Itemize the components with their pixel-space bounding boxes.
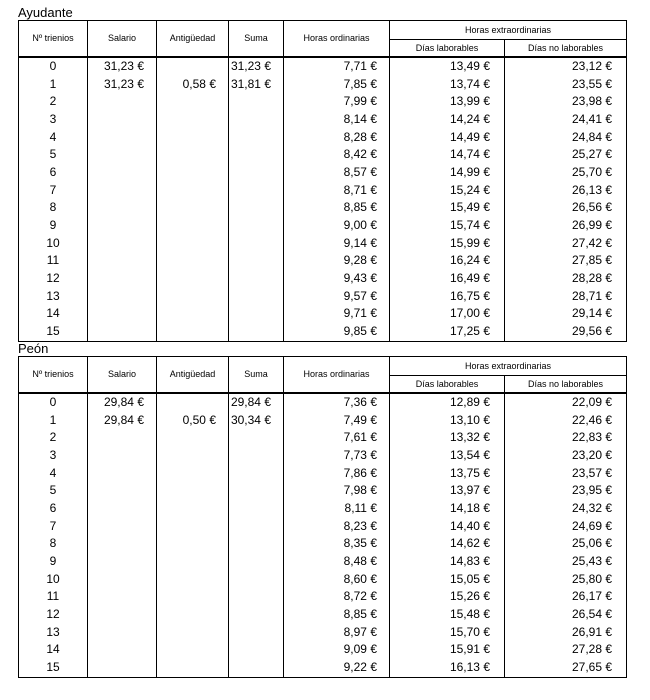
cell-salario <box>88 217 157 235</box>
cell-dias-laborables: 17,00 € <box>390 305 505 323</box>
table-row <box>19 146 627 164</box>
cell-salario <box>88 111 157 129</box>
cell-antiguedad <box>157 305 229 323</box>
cell-dias-no-laborables: 26,13 € <box>505 181 627 199</box>
header-dias-laborables: Días laborables <box>390 40 505 57</box>
cell-antiguedad <box>157 252 229 270</box>
cell-trienios: 13 <box>19 287 88 305</box>
cell-trienios: 9 <box>19 217 88 235</box>
table-body-ayudante <box>19 57 627 342</box>
cell-dias-no-laborables: 23,57 € <box>505 464 627 482</box>
cell-antiguedad <box>157 588 229 606</box>
cell-salario: 29,84 € <box>88 411 157 429</box>
section-title-ayudante: Ayudante <box>18 5 73 20</box>
cell-trienios: 4 <box>19 464 88 482</box>
cell-horas-ordinarias: 7,61 € <box>284 429 390 447</box>
cell-dias-no-laborables: 25,27 € <box>505 146 627 164</box>
cell-suma <box>229 659 284 677</box>
table-row <box>19 93 627 111</box>
cell-salario <box>88 535 157 553</box>
table-row <box>19 199 627 217</box>
table-row <box>19 482 627 500</box>
cell-antiguedad <box>157 517 229 535</box>
cell-dias-no-laborables: 23,20 € <box>505 447 627 465</box>
cell-suma <box>229 482 284 500</box>
cell-dias-no-laborables: 25,43 € <box>505 553 627 571</box>
cell-salario <box>88 128 157 146</box>
cell-trienios: 7 <box>19 517 88 535</box>
cell-suma <box>229 252 284 270</box>
cell-dias-laborables: 14,24 € <box>390 111 505 129</box>
cell-salario <box>88 270 157 288</box>
cell-dias-laborables: 16,49 € <box>390 270 505 288</box>
cell-dias-no-laborables: 24,32 € <box>505 500 627 518</box>
header-suma: Suma <box>229 357 284 393</box>
cell-salario: 31,23 € <box>88 75 157 93</box>
cell-dias-no-laborables: 25,06 € <box>505 535 627 553</box>
cell-dias-no-laborables: 23,12 € <box>505 57 627 76</box>
cell-dias-laborables: 15,74 € <box>390 217 505 235</box>
cell-horas-ordinarias: 7,99 € <box>284 93 390 111</box>
table-row <box>19 623 627 641</box>
cell-suma <box>229 181 284 199</box>
cell-salario <box>88 429 157 447</box>
cell-antiguedad <box>157 641 229 659</box>
cell-horas-ordinarias: 7,36 € <box>284 393 390 412</box>
cell-dias-no-laborables: 27,42 € <box>505 234 627 252</box>
cell-suma <box>229 217 284 235</box>
cell-horas-ordinarias: 9,09 € <box>284 641 390 659</box>
cell-horas-ordinarias: 9,57 € <box>284 287 390 305</box>
table-row <box>19 535 627 553</box>
cell-suma: 31,23 € <box>229 57 284 76</box>
cell-trienios: 1 <box>19 75 88 93</box>
cell-antiguedad <box>157 164 229 182</box>
cell-antiguedad <box>157 199 229 217</box>
cell-suma <box>229 93 284 111</box>
cell-suma <box>229 128 284 146</box>
cell-suma <box>229 553 284 571</box>
cell-salario <box>88 287 157 305</box>
cell-horas-ordinarias: 8,23 € <box>284 517 390 535</box>
cell-horas-ordinarias: 8,60 € <box>284 570 390 588</box>
cell-antiguedad: 0,58 € <box>157 75 229 93</box>
header-horas-extraordinarias: Horas extraordinarias <box>390 21 627 40</box>
cell-dias-laborables: 15,24 € <box>390 181 505 199</box>
cell-horas-ordinarias: 8,85 € <box>284 199 390 217</box>
cell-trienios: 8 <box>19 535 88 553</box>
cell-suma <box>229 164 284 182</box>
cell-suma <box>229 535 284 553</box>
table-row <box>19 447 627 465</box>
cell-horas-ordinarias: 7,85 € <box>284 75 390 93</box>
cell-salario <box>88 234 157 252</box>
cell-salario <box>88 252 157 270</box>
cell-trienios: 2 <box>19 429 88 447</box>
cell-trienios: 14 <box>19 305 88 323</box>
header-horas-ordinarias: Horas ordinarias <box>284 357 390 393</box>
cell-horas-ordinarias: 8,42 € <box>284 146 390 164</box>
cell-dias-laborables: 16,75 € <box>390 287 505 305</box>
header-antiguedad: Antigüedad <box>157 21 229 57</box>
cell-antiguedad <box>157 323 229 341</box>
cell-salario <box>88 181 157 199</box>
cell-dias-laborables: 15,49 € <box>390 199 505 217</box>
table-row <box>19 393 627 412</box>
cell-salario <box>88 447 157 465</box>
cell-antiguedad <box>157 181 229 199</box>
cell-dias-no-laborables: 28,71 € <box>505 287 627 305</box>
cell-antiguedad <box>157 623 229 641</box>
cell-trienios: 6 <box>19 164 88 182</box>
cell-horas-ordinarias: 8,48 € <box>284 553 390 571</box>
table-row <box>19 287 627 305</box>
cell-horas-ordinarias: 9,85 € <box>284 323 390 341</box>
header-suma: Suma <box>229 21 284 57</box>
cell-suma <box>229 588 284 606</box>
table-row <box>19 464 627 482</box>
cell-salario <box>88 517 157 535</box>
cell-dias-laborables: 15,91 € <box>390 641 505 659</box>
cell-dias-no-laborables: 22,83 € <box>505 429 627 447</box>
table-row <box>19 411 627 429</box>
cell-dias-laborables: 14,62 € <box>390 535 505 553</box>
table-row <box>19 270 627 288</box>
cell-dias-laborables: 14,49 € <box>390 128 505 146</box>
cell-dias-laborables: 13,54 € <box>390 447 505 465</box>
cell-dias-no-laborables: 26,91 € <box>505 623 627 641</box>
cell-horas-ordinarias: 8,35 € <box>284 535 390 553</box>
cell-dias-no-laborables: 26,17 € <box>505 588 627 606</box>
table-row <box>19 305 627 323</box>
cell-trienios: 3 <box>19 111 88 129</box>
cell-horas-ordinarias: 9,14 € <box>284 234 390 252</box>
table-row <box>19 164 627 182</box>
cell-antiguedad <box>157 93 229 111</box>
cell-antiguedad <box>157 57 229 76</box>
cell-dias-no-laborables: 24,69 € <box>505 517 627 535</box>
section-title-peon: Peón <box>18 341 49 356</box>
cell-salario <box>88 606 157 624</box>
cell-suma <box>229 270 284 288</box>
cell-antiguedad <box>157 111 229 129</box>
cell-trienios: 0 <box>19 57 88 76</box>
table-row <box>19 500 627 518</box>
cell-antiguedad <box>157 270 229 288</box>
table-row <box>19 429 627 447</box>
cell-dias-no-laborables: 27,65 € <box>505 659 627 677</box>
cell-dias-no-laborables: 25,70 € <box>505 164 627 182</box>
wage-table-ayudante <box>18 20 627 342</box>
cell-dias-laborables: 14,18 € <box>390 500 505 518</box>
cell-trienios: 4 <box>19 128 88 146</box>
cell-salario <box>88 305 157 323</box>
cell-horas-ordinarias: 9,22 € <box>284 659 390 677</box>
cell-dias-laborables: 13,97 € <box>390 482 505 500</box>
cell-suma <box>229 234 284 252</box>
cell-suma <box>229 517 284 535</box>
cell-dias-no-laborables: 29,14 € <box>505 305 627 323</box>
cell-trienios: 9 <box>19 553 88 571</box>
header-trienios: Nº trienios <box>19 21 88 57</box>
cell-suma <box>229 464 284 482</box>
cell-trienios: 8 <box>19 199 88 217</box>
cell-horas-ordinarias: 8,85 € <box>284 606 390 624</box>
cell-antiguedad <box>157 553 229 571</box>
cell-salario <box>88 659 157 677</box>
table-row <box>19 517 627 535</box>
cell-dias-laborables: 12,89 € <box>390 393 505 412</box>
cell-suma <box>229 500 284 518</box>
cell-horas-ordinarias: 7,98 € <box>284 482 390 500</box>
cell-horas-ordinarias: 8,57 € <box>284 164 390 182</box>
cell-dias-laborables: 13,32 € <box>390 429 505 447</box>
table-row <box>19 659 627 677</box>
table-row <box>19 111 627 129</box>
header-dias-no-laborables: Días no laborables <box>505 376 627 393</box>
cell-antiguedad <box>157 146 229 164</box>
cell-suma: 30,34 € <box>229 411 284 429</box>
cell-horas-ordinarias: 8,11 € <box>284 500 390 518</box>
cell-trienios: 12 <box>19 606 88 624</box>
cell-horas-ordinarias: 9,43 € <box>284 270 390 288</box>
cell-salario <box>88 500 157 518</box>
cell-antiguedad <box>157 570 229 588</box>
cell-dias-no-laborables: 22,46 € <box>505 411 627 429</box>
cell-trienios: 15 <box>19 323 88 341</box>
cell-suma <box>229 199 284 217</box>
cell-suma <box>229 287 284 305</box>
cell-trienios: 7 <box>19 181 88 199</box>
cell-antiguedad <box>157 128 229 146</box>
cell-dias-no-laborables: 23,95 € <box>505 482 627 500</box>
cell-trienios: 0 <box>19 393 88 412</box>
cell-salario <box>88 570 157 588</box>
cell-dias-laborables: 14,83 € <box>390 553 505 571</box>
cell-antiguedad: 0,50 € <box>157 411 229 429</box>
cell-dias-laborables: 16,24 € <box>390 252 505 270</box>
cell-suma <box>229 323 284 341</box>
cell-trienios: 11 <box>19 588 88 606</box>
cell-dias-no-laborables: 23,98 € <box>505 93 627 111</box>
header-antiguedad: Antigüedad <box>157 357 229 393</box>
cell-dias-no-laborables: 28,28 € <box>505 270 627 288</box>
table-row <box>19 553 627 571</box>
cell-salario <box>88 641 157 659</box>
cell-trienios: 1 <box>19 411 88 429</box>
cell-dias-no-laborables: 24,41 € <box>505 111 627 129</box>
cell-dias-no-laborables: 22,09 € <box>505 393 627 412</box>
cell-salario <box>88 482 157 500</box>
table-row <box>19 252 627 270</box>
cell-salario <box>88 588 157 606</box>
cell-dias-laborables: 17,25 € <box>390 323 505 341</box>
cell-antiguedad <box>157 606 229 624</box>
cell-salario <box>88 164 157 182</box>
cell-horas-ordinarias: 9,28 € <box>284 252 390 270</box>
cell-dias-laborables: 14,99 € <box>390 164 505 182</box>
cell-dias-no-laborables: 25,80 € <box>505 570 627 588</box>
cell-trienios: 11 <box>19 252 88 270</box>
cell-dias-laborables: 15,99 € <box>390 234 505 252</box>
cell-trienios: 14 <box>19 641 88 659</box>
cell-salario <box>88 553 157 571</box>
cell-dias-laborables: 13,10 € <box>390 411 505 429</box>
cell-dias-no-laborables: 26,54 € <box>505 606 627 624</box>
cell-antiguedad <box>157 287 229 305</box>
cell-salario <box>88 146 157 164</box>
cell-horas-ordinarias: 9,00 € <box>284 217 390 235</box>
header-salario: Salario <box>88 21 157 57</box>
cell-salario <box>88 199 157 217</box>
cell-dias-no-laborables: 27,85 € <box>505 252 627 270</box>
cell-horas-ordinarias: 8,97 € <box>284 623 390 641</box>
cell-horas-ordinarias: 8,71 € <box>284 181 390 199</box>
table-row <box>19 234 627 252</box>
header-dias-no-laborables: Días no laborables <box>505 40 627 57</box>
cell-salario <box>88 93 157 111</box>
header-trienios: Nº trienios <box>19 357 88 393</box>
cell-antiguedad <box>157 217 229 235</box>
table-row <box>19 641 627 659</box>
cell-suma <box>229 570 284 588</box>
cell-suma <box>229 641 284 659</box>
cell-dias-laborables: 13,49 € <box>390 57 505 76</box>
cell-suma: 31,81 € <box>229 75 284 93</box>
cell-dias-laborables: 14,74 € <box>390 146 505 164</box>
header-horas-ordinarias: Horas ordinarias <box>284 21 390 57</box>
cell-suma <box>229 429 284 447</box>
cell-dias-no-laborables: 24,84 € <box>505 128 627 146</box>
cell-antiguedad <box>157 429 229 447</box>
cell-suma <box>229 146 284 164</box>
cell-trienios: 13 <box>19 623 88 641</box>
cell-horas-ordinarias: 8,28 € <box>284 128 390 146</box>
cell-antiguedad <box>157 500 229 518</box>
table-row <box>19 57 627 76</box>
table-row <box>19 588 627 606</box>
header-horas-extraordinarias: Horas extraordinarias <box>390 357 627 376</box>
cell-dias-laborables: 15,05 € <box>390 570 505 588</box>
cell-trienios: 15 <box>19 659 88 677</box>
cell-horas-ordinarias: 8,14 € <box>284 111 390 129</box>
cell-horas-ordinarias: 8,72 € <box>284 588 390 606</box>
cell-dias-no-laborables: 27,28 € <box>505 641 627 659</box>
cell-trienios: 10 <box>19 234 88 252</box>
cell-horas-ordinarias: 7,71 € <box>284 57 390 76</box>
cell-horas-ordinarias: 9,71 € <box>284 305 390 323</box>
cell-dias-laborables: 13,99 € <box>390 93 505 111</box>
cell-antiguedad <box>157 482 229 500</box>
cell-antiguedad <box>157 447 229 465</box>
wage-table-peon <box>18 356 627 678</box>
cell-trienios: 5 <box>19 146 88 164</box>
cell-dias-laborables: 13,74 € <box>390 75 505 93</box>
cell-dias-laborables: 15,48 € <box>390 606 505 624</box>
cell-dias-laborables: 15,70 € <box>390 623 505 641</box>
cell-horas-ordinarias: 7,86 € <box>284 464 390 482</box>
cell-horas-ordinarias: 7,49 € <box>284 411 390 429</box>
table-row <box>19 323 627 341</box>
cell-salario <box>88 323 157 341</box>
cell-antiguedad <box>157 234 229 252</box>
cell-dias-laborables: 14,40 € <box>390 517 505 535</box>
cell-trienios: 12 <box>19 270 88 288</box>
cell-trienios: 3 <box>19 447 88 465</box>
cell-salario: 29,84 € <box>88 393 157 412</box>
cell-trienios: 2 <box>19 93 88 111</box>
cell-dias-no-laborables: 23,55 € <box>505 75 627 93</box>
cell-dias-laborables: 13,75 € <box>390 464 505 482</box>
table-row <box>19 217 627 235</box>
cell-horas-ordinarias: 7,73 € <box>284 447 390 465</box>
cell-trienios: 5 <box>19 482 88 500</box>
cell-trienios: 10 <box>19 570 88 588</box>
table-row <box>19 75 627 93</box>
table-row <box>19 570 627 588</box>
cell-antiguedad <box>157 393 229 412</box>
cell-dias-no-laborables: 26,56 € <box>505 199 627 217</box>
cell-salario: 31,23 € <box>88 57 157 76</box>
table-row <box>19 606 627 624</box>
cell-salario <box>88 623 157 641</box>
cell-suma <box>229 623 284 641</box>
table-body-peon <box>19 393 627 678</box>
cell-suma <box>229 111 284 129</box>
cell-dias-no-laborables: 26,99 € <box>505 217 627 235</box>
cell-suma <box>229 606 284 624</box>
cell-salario <box>88 464 157 482</box>
cell-antiguedad <box>157 464 229 482</box>
cell-antiguedad <box>157 659 229 677</box>
cell-dias-no-laborables: 29,56 € <box>505 323 627 341</box>
cell-dias-laborables: 15,26 € <box>390 588 505 606</box>
header-dias-laborables: Días laborables <box>390 376 505 393</box>
cell-suma <box>229 447 284 465</box>
cell-suma <box>229 305 284 323</box>
cell-dias-laborables: 16,13 € <box>390 659 505 677</box>
cell-suma: 29,84 € <box>229 393 284 412</box>
table-row <box>19 181 627 199</box>
header-salario: Salario <box>88 357 157 393</box>
cell-trienios: 6 <box>19 500 88 518</box>
cell-antiguedad <box>157 535 229 553</box>
table-row <box>19 128 627 146</box>
